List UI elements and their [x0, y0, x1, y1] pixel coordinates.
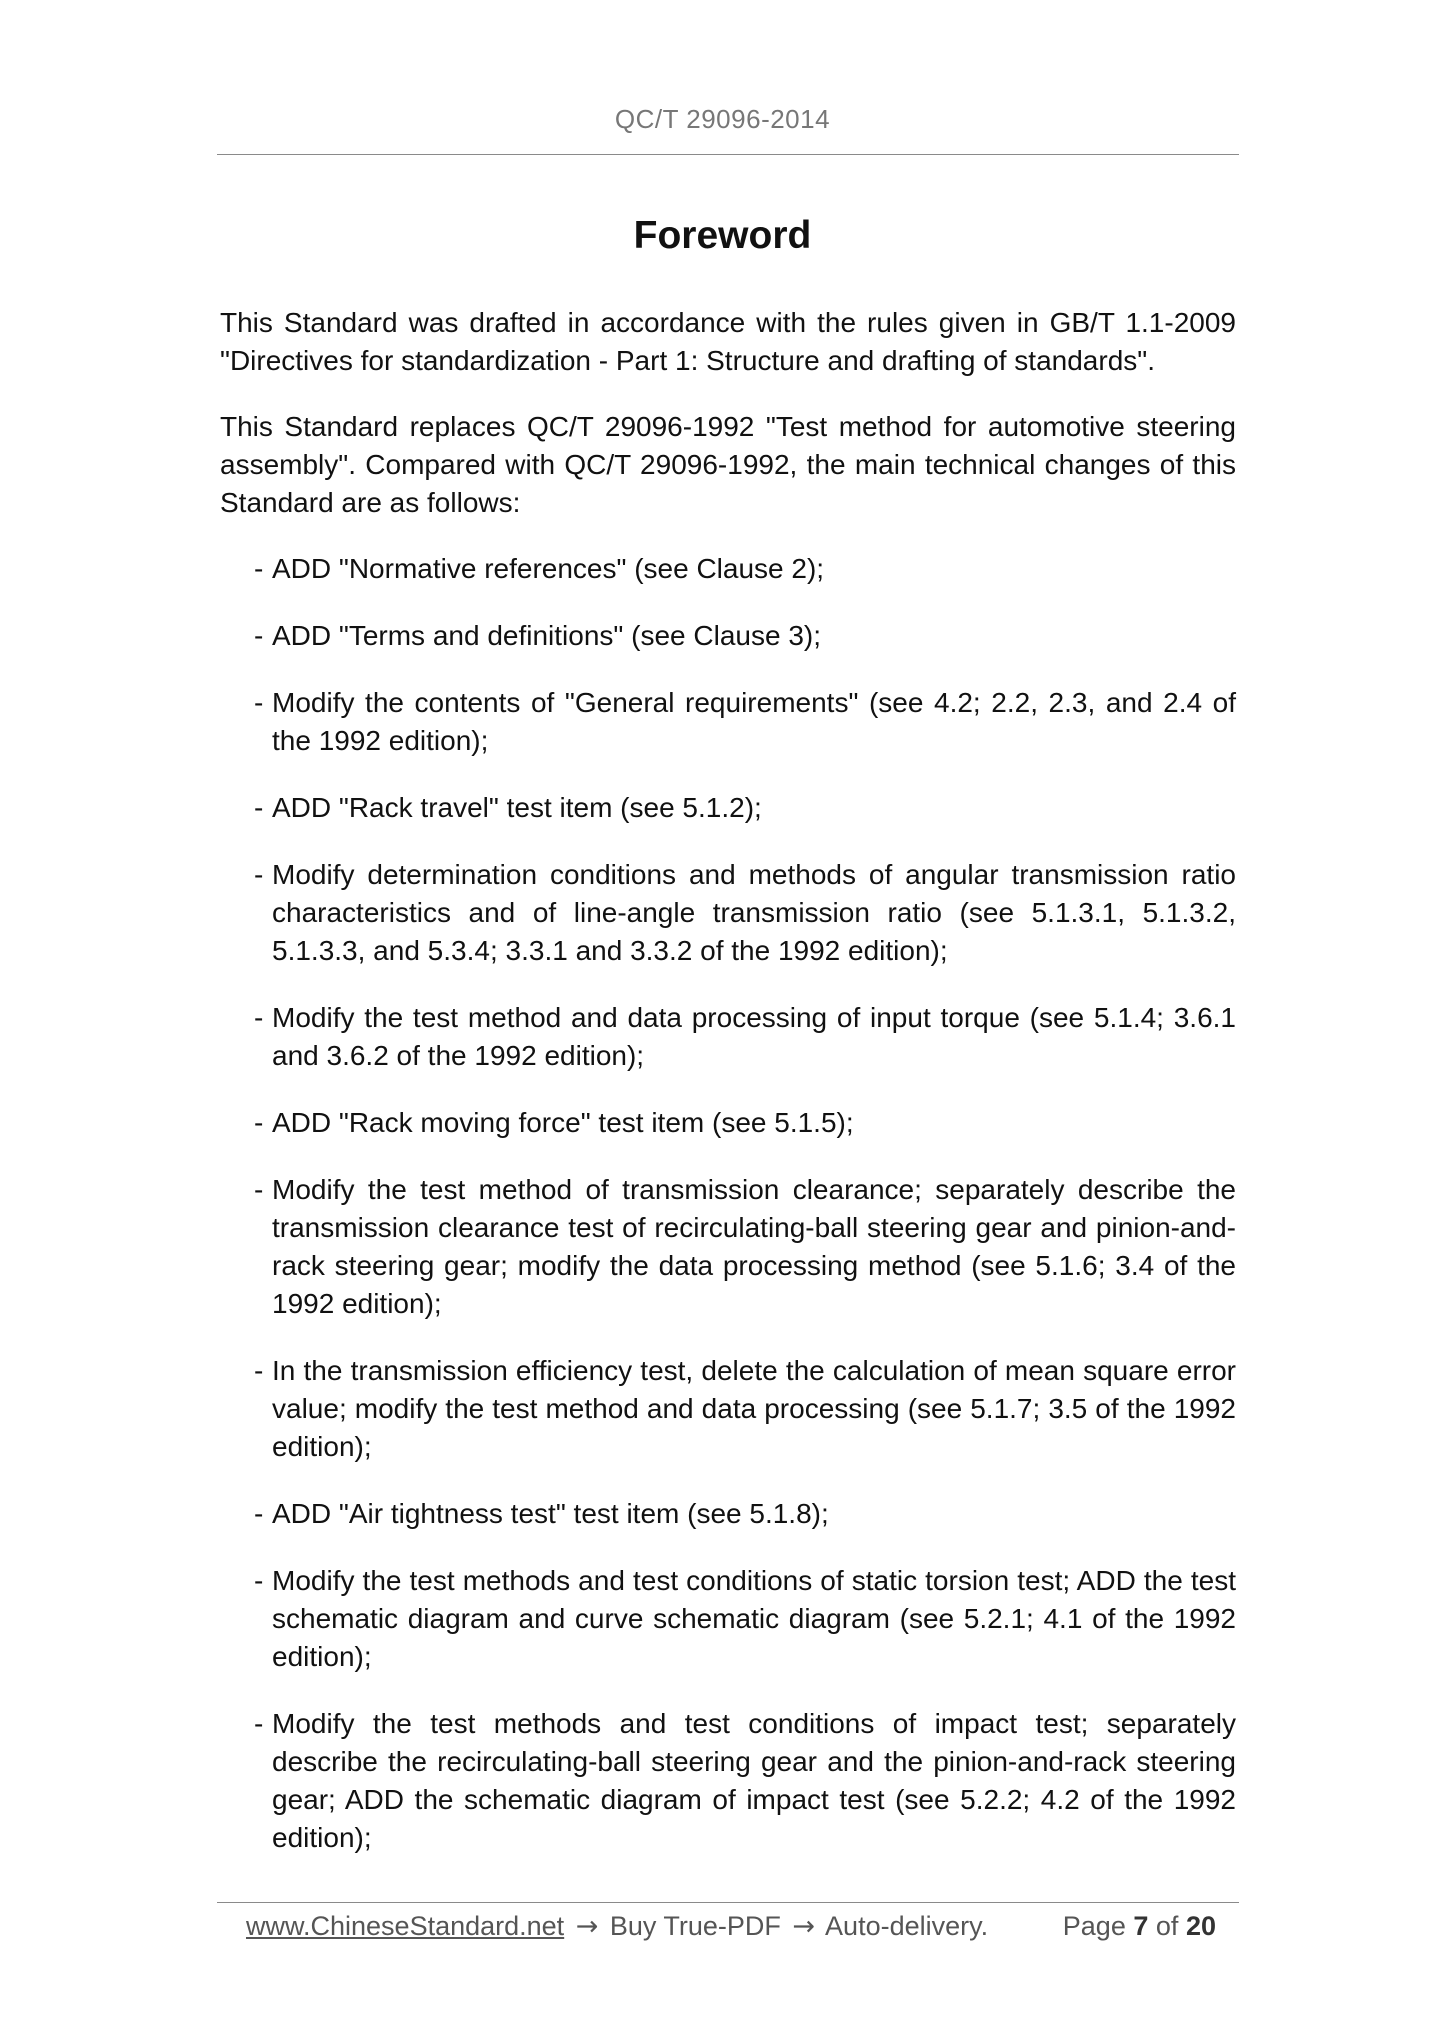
- change-list-item: [220, 1562, 1236, 1676]
- page-title: Foreword: [633, 214, 812, 257]
- bullet-dash: -: [254, 1565, 264, 1596]
- bullet-dash: -: [254, 859, 264, 890]
- bullet-dash: -: [254, 1107, 264, 1138]
- change-list-item: [220, 684, 1236, 760]
- website-link[interactable]: www.ChineseStandard.net: [246, 1911, 565, 1941]
- bullet-dash: -: [254, 1355, 264, 1386]
- bullet-dash: -: [254, 792, 264, 823]
- paragraph-replacement: This Standard replaces QC/T 29096-1992 "Test method for automotive steering assembly". Compared with QC/T 29096-1992, the main technical changes of this Standard are as follows:: [220, 411, 1236, 518]
- change-list-item: [220, 550, 1236, 588]
- change-text: ADD "Rack moving force" test item (see 5.1.5);: [272, 1107, 854, 1138]
- bullet-dash: -: [254, 687, 264, 718]
- change-list-item: [220, 1352, 1236, 1466]
- of-label: of: [1155, 1911, 1179, 1941]
- page-footer: [246, 1904, 1216, 1948]
- page-indicator: [1063, 1904, 1216, 1948]
- change-list-item: [220, 1171, 1236, 1323]
- change-list-item: [220, 1104, 1236, 1142]
- change-text: In the transmission efficiency test, delete the calculation of mean square error value; modify the test method and data processing (see 5.1.7; 3.5 of the 1992 edition);: [272, 1355, 1236, 1462]
- bullet-dash: -: [254, 1002, 264, 1033]
- buy-true-pdf-text: Buy True-PDF: [609, 1911, 781, 1941]
- change-text: Modify the contents of "General requirements" (see 4.2; 2.2, 2.3, and 2.4 of the 1992 edition);: [272, 687, 1236, 756]
- change-text: Modify determination conditions and methods of angular transmission ratio characteristics and of line-angle transmission ratio (see 5.1.3.1, 5.1.3.2, 5.1.3.3, and 5.3.4; 3.3.1 and 3.3.2 of the 1992 edition);: [272, 859, 1236, 966]
- change-list-item: [220, 1705, 1236, 1857]
- change-text: Modify the test method and data processing of input torque (see 5.1.4; 3.6.1 and 3.6.2 of the 1992 edition);: [272, 1002, 1236, 1071]
- page-label: Page: [1062, 1911, 1126, 1941]
- change-text: ADD "Normative references" (see Clause 2);: [272, 553, 825, 584]
- change-list-item: [220, 1495, 1236, 1533]
- bullet-dash: -: [254, 620, 264, 651]
- change-list-item: [220, 617, 1236, 655]
- current-page-number: 7: [1133, 1911, 1149, 1941]
- change-text: Modify the test methods and test conditions of impact test; separately describe the recirculating-ball steering gear and the pinion-and-rack steering gear; ADD the schematic diagram of impact test (see 5.2.2; 4.2 of the 1992 edition);: [272, 1708, 1236, 1853]
- auto-delivery-text: Auto-delivery.: [825, 1911, 989, 1941]
- change-text: ADD "Air tightness test" test item (see 5.1.8);: [272, 1498, 829, 1529]
- arrow-right-icon: →: [792, 1911, 816, 1942]
- footer-promo: [246, 1904, 988, 1949]
- change-text: ADD "Rack travel" test item (see 5.1.2);: [272, 792, 762, 823]
- change-list-item: [220, 789, 1236, 827]
- foreword-body: [220, 304, 1236, 1886]
- bullet-dash: -: [254, 1708, 264, 1739]
- change-text: Modify the test methods and test conditions of static torsion test; ADD the test schematic diagram and curve schematic diagram (see 5.2.1; 4.1 of the 1992 edition);: [272, 1565, 1236, 1672]
- document-code-header: QC/T 29096-2014: [614, 104, 831, 134]
- change-list-item: [220, 999, 1236, 1075]
- change-text: ADD "Terms and definitions" (see Clause 3);: [272, 620, 821, 651]
- bullet-dash: -: [254, 1174, 264, 1205]
- bullet-dash: -: [254, 553, 264, 584]
- change-text: Modify the test method of transmission clearance; separately describe the transmission clearance test of recirculating-ball steering gear and pinion-and-rack steering gear; modify the data processing method (see 5.1.6; 3.4 of the 1992 edition);: [272, 1174, 1236, 1319]
- arrow-right-icon: →: [575, 1911, 599, 1942]
- header-divider: [217, 154, 1239, 155]
- paragraph-drafting-rules: This Standard was drafted in accordance with the rules given in GB/T 1.1-2009 "Directives for standardization - Part 1: Structure and drafting of standards".: [220, 307, 1236, 376]
- footer-divider: [217, 1902, 1239, 1903]
- bullet-dash: -: [254, 1498, 264, 1529]
- change-list-item: [220, 856, 1236, 970]
- total-page-count: 20: [1185, 1911, 1216, 1941]
